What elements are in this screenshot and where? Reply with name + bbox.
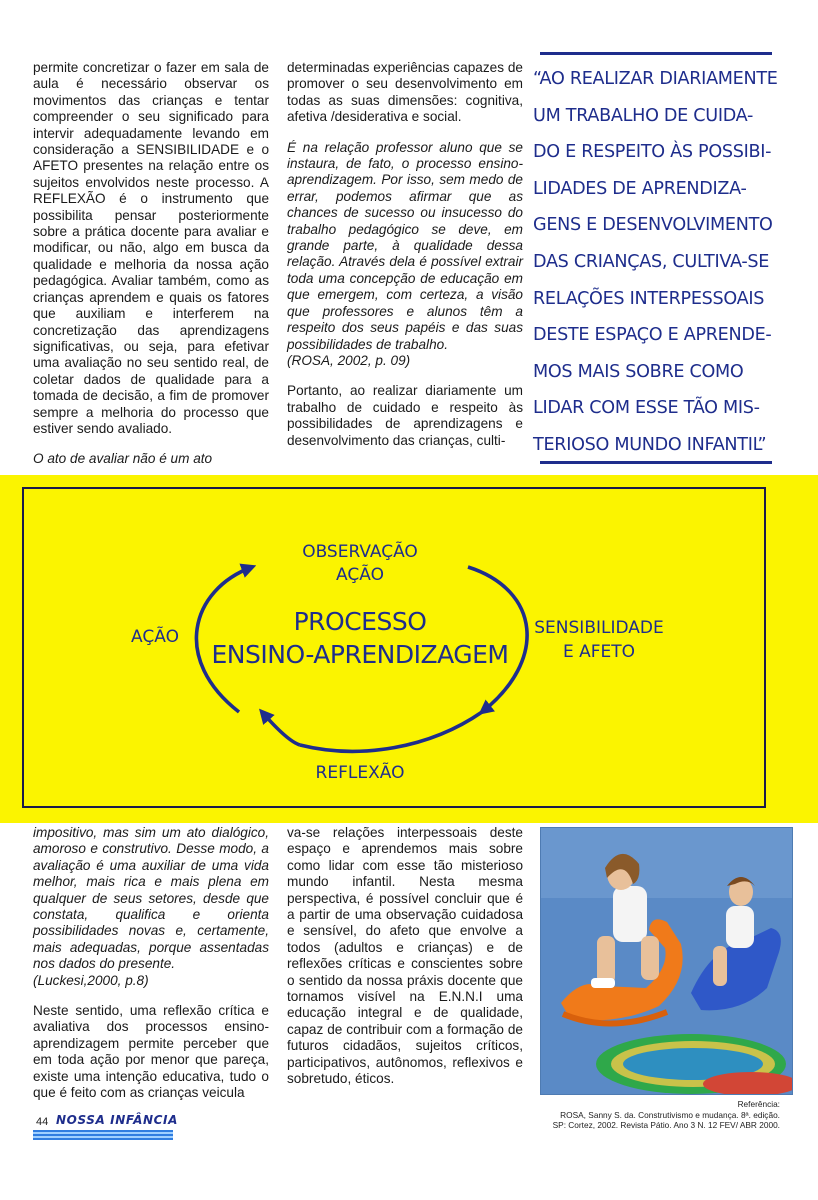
footer-stripe <box>33 1130 173 1140</box>
block-quote: É na relação professor aluno que se instaura, de fato, o processo ensino-aprendizagem. Por isso, sem medo de errar, podemos afirmar que as chances de sucesso ou insucesso do trabalho pedagógico se deve, em grande parte, à qualidade dessa relação. Através dela é possível extrair toda uma concepção de educação em que emergem, com certeza, a visão que professores e alunos têm a respeito dos seus papéis e das suas possibilidades de trabalho. <box>287 139 523 352</box>
pull-quote-line: DAS CRIANÇAS, CULTIVA-SE <box>533 251 770 272</box>
pull-quote-line: LIDADES DE APRENDIZA- <box>533 178 747 199</box>
diagram-label-bottom: REFLEXÃO <box>315 763 405 783</box>
paragraph-italic: O ato de avaliar não é um ato <box>33 451 213 467</box>
paragraph: permite concretizar o fazer em sala de aula é necessário observar os movimentos das crianças e tentar compreender o seu significado para intervir adequadamente levando em consideração a SENSIBILIDADE e o AFETO presentes na relação entre os sujeitos envolvidos neste processo. A REFLEXÃO é o instrumento que possibilita pensar posteriormente sobre a prática docente para avaliar e modificar, ou não, algo em busca da qualidade e melhoria da nossa ação pedagógica. Avaliar também, como as crianças aprendem e quais os fatores que auxiliam e interferem na concretização das aprendizagens significativas, ou seja, para efetivar uma avaliação no seu sentido real, de coletar dados de qualidade para a tomada de decisão, a fim de promover sempre a melhoria do processo que estiver sendo avaliado. <box>33 60 269 436</box>
caption-label: Referência: <box>737 1099 780 1109</box>
paragraph: Portanto, ao realizar diariamente um trabalho de cuidado e respeito às possibilidades de aprendizagens e desenvolvimento das crianças, culti- <box>287 383 523 448</box>
pull-quote <box>533 61 795 464</box>
pull-quote-top-rule <box>540 52 772 55</box>
pull-quote-line: TERIOSO MUNDO INFANTIL” <box>533 434 767 455</box>
caption-line: SP: Cortez, 2002. Revista Pátio. Ano 3 N. 12 FEV/ ABR 2000. <box>552 1120 780 1131</box>
quote-citation: (ROSA, 2002, p. 09) <box>287 352 411 368</box>
pull-quote-line: GENS E DESENVOLVIMENTO <box>533 215 773 236</box>
pull-quote-line: UM TRABALHO DE CUIDA- <box>533 105 754 126</box>
page-number: 44 <box>36 1116 49 1128</box>
pull-quote-bottom-rule <box>540 461 772 464</box>
pull-quote-line: “AO REALIZAR DIARIAMENTE <box>533 69 778 89</box>
photo-caption <box>500 1099 780 1131</box>
children-photo <box>540 827 793 1095</box>
pull-quote-line: LIDAR COM ESSE TÃO MIS- <box>533 398 760 419</box>
text-column-3 <box>33 825 269 1102</box>
paragraph: Neste sentido, uma reflexão crítica e avaliativa dos processos ensino-aprendizagem permite perceber que em toda ação por menor que pareça, existe uma intenção educativa, tudo o que é feito com as crianças veicula <box>33 1003 269 1101</box>
caption-line: ROSA, Sanny S. da. Construtivismo e mudança. 8ª. edição. <box>560 1109 780 1120</box>
diagram-label-left: AÇÃO <box>131 627 179 647</box>
block-quote: impositivo, mas sim um ato dialógico, amoroso e construtivo. Desse modo, a avaliação é uma auxiliar de uma vida melhor, mais rica e mais plena em qualquer de seus setores, desde que constata, qualifica e orienta possibilidades novas e, certamente, mais adequadas, porque assentadas nos dados do presente. <box>33 825 269 972</box>
pull-quote-line: MOS MAIS SOBRE COMO <box>533 361 744 382</box>
diagram-label-top: OBSERVAÇÃO AÇÃO <box>302 542 418 585</box>
text-column-2 <box>287 60 523 449</box>
text-column-4 <box>287 825 523 1088</box>
paragraph: determinadas experiências capazes de promover o seu desenvolvimento em todas as suas dimensões: cognitiva, afetiva /desiderativa e social. <box>287 60 523 125</box>
pull-quote-line: RELAÇÕES INTERPESSOAIS <box>533 288 765 309</box>
text-column-1 <box>33 60 269 468</box>
paragraph: va-se relações interpessoais deste espaço e aprendemos mais sobre como lidar com esse tão misterioso mundo infantil. Nesta mesma perspectiva, é possível concluir que é a partir de uma observação cuidadosa e sensível, do afeto que envolve a todos (adultos e crianças) e de reflexões críticas e conscientes sobre o sentido da nossa práxis docente que tornamos visível na E.N.N.I uma educação integral e de qualidade, capaz de contribuir com a formação de futuros cidadãos, sujeitos críticos, participativos, autônomos, reflexivos e sobretudo, éticos. <box>287 825 523 1087</box>
diagram-label-center: PROCESSO ENSINO-APRENDIZAGEM <box>211 607 509 669</box>
pull-quote-line: DO E RESPEITO ÀS POSSIBI- <box>533 142 772 163</box>
photo-illustration <box>541 828 792 1094</box>
pull-quote-line: DESTE ESPAÇO E APRENDE- <box>533 325 772 346</box>
quote-citation: (Luckesi,2000, p.8) <box>33 972 149 988</box>
magazine-logo: NOSSA INFÂNCIA <box>56 1113 179 1127</box>
diagram-label-right: SENSIBILIDADE E AFETO <box>534 618 664 662</box>
